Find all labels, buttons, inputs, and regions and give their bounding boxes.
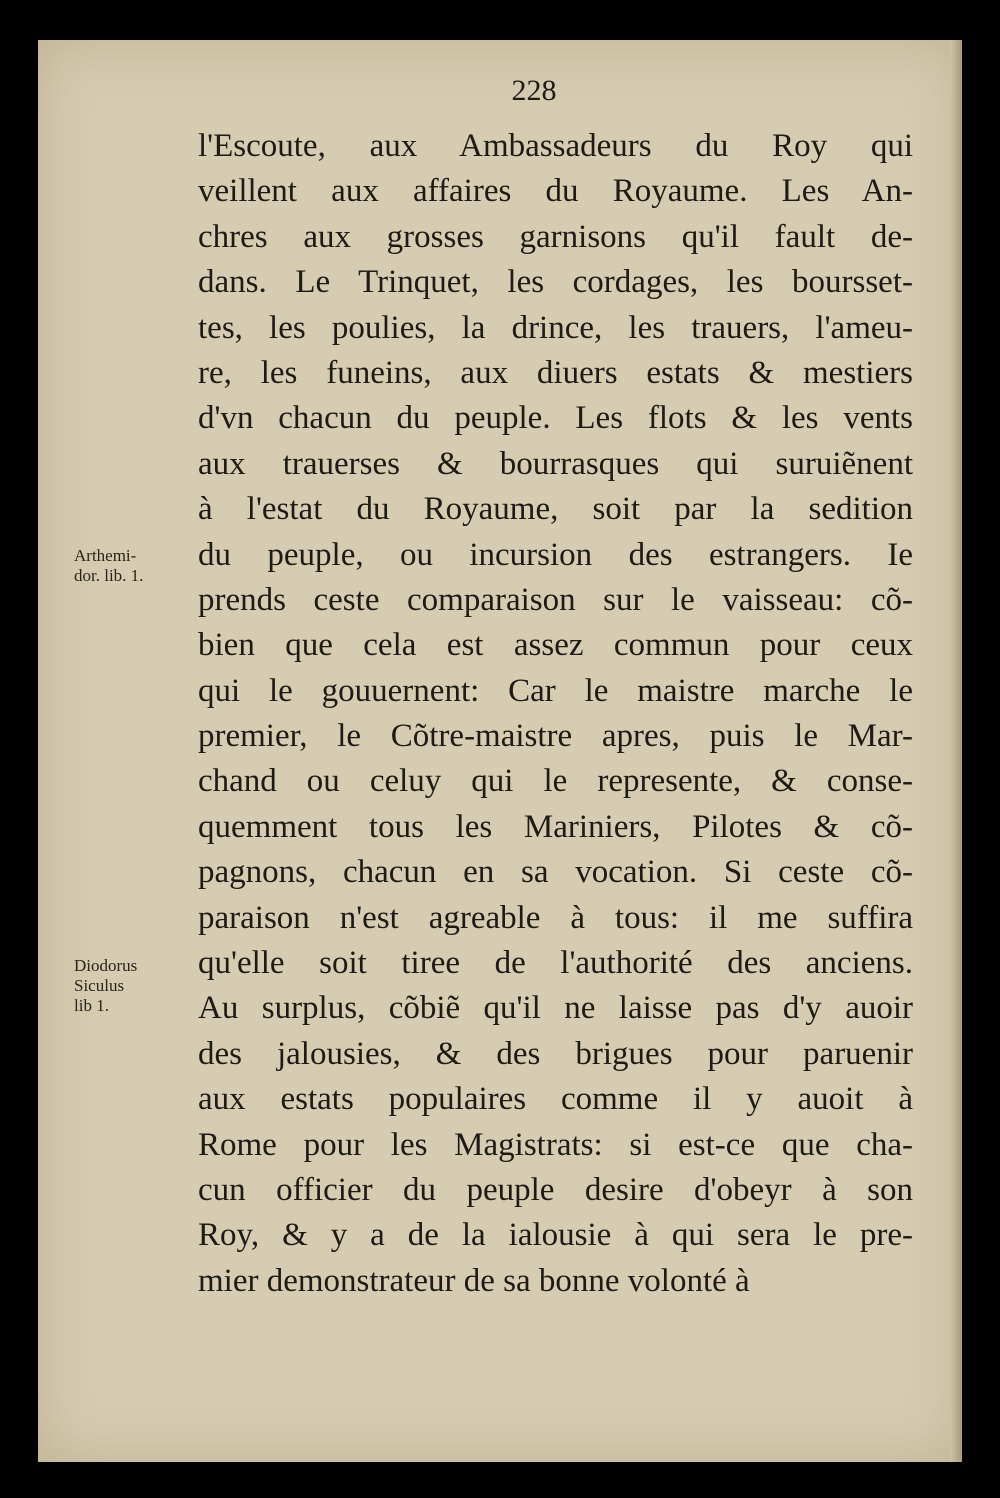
text-line: dans. Le Trinquet, les cordages, les boursset-: [198, 264, 913, 301]
text-line: premier, le Cõtre-maistre apres, puis le Mar-: [198, 718, 913, 755]
margin-note-line: Arthemi-: [74, 546, 137, 565]
margin-note-line: Siculus: [74, 976, 125, 995]
text-line: Rome pour les Magistrats: si est-ce que cha-: [198, 1126, 913, 1163]
margin-note-line: lib 1.: [74, 996, 109, 1015]
text-line: pagnons, chacun en sa vocation. Si ceste cõ-: [198, 854, 913, 891]
text-line: bien que cela est assez commun pour ceux: [198, 627, 913, 664]
text-line: re, les funeins, aux diuers estats & mestiers: [198, 354, 913, 391]
text-line: qui le gouuernent: Car le maistre marche le: [198, 672, 913, 709]
text-line: l'Escoute, aux Ambassadeurs du Roy qui: [198, 128, 913, 164]
text-line: Roy, & y a de la ialousie à qui sera le pre-: [198, 1217, 913, 1254]
body-text: [198, 124, 913, 1304]
text-line: à l'estat du Royaume, soit par la sedition: [198, 491, 913, 528]
text-line: aux trauerses & bourrasques qui suruiẽnent: [198, 445, 913, 482]
text-line: quemment tous les Mariniers, Pilotes & cõ-: [198, 808, 913, 845]
text-line: d'vn chacun du peuple. Les flots & les vents: [198, 400, 913, 437]
text-line: des jalousies, & des brigues pour paruenir: [198, 1035, 913, 1072]
book-page: [38, 40, 962, 1462]
margin-note-line: dor. lib. 1.: [74, 566, 144, 585]
text-line: paraison n'est agreable à tous: il me suffira: [198, 899, 913, 936]
margin-note-arthemidor: [74, 546, 189, 586]
text-line: chand ou celuy qui le represente, & conse-: [198, 763, 913, 800]
page-number: 228: [511, 74, 557, 107]
text-line: aux estats populaires comme il y auoit à: [198, 1081, 913, 1118]
text-line: mier demonstrateur de sa bonne volonté à: [198, 1262, 750, 1299]
margin-note-line: Diodorus: [74, 956, 138, 975]
text-line: du peuple, ou incursion des estrangers. Ie: [198, 536, 913, 573]
text-line: chres aux grosses garnisons qu'il fault de-: [198, 218, 913, 255]
text-line: Au surplus, cõbiẽ qu'il ne laisse pas d'y auoir: [198, 990, 913, 1027]
text-line: cun officier du peuple desire d'obeyr à son: [198, 1171, 913, 1208]
text-line: qu'elle soit tiree de l'authorité des anciens.: [198, 945, 913, 982]
margin-note-diodorus: [74, 956, 189, 1016]
text-line: tes, les poulies, la drince, les trauers, l'ameu-: [198, 309, 913, 346]
page-edge: [950, 40, 962, 1462]
text-line: prends ceste comparaison sur le vaisseau: cõ-: [198, 581, 913, 618]
text-line: veillent aux affaires du Royaume. Les An-: [198, 173, 913, 210]
